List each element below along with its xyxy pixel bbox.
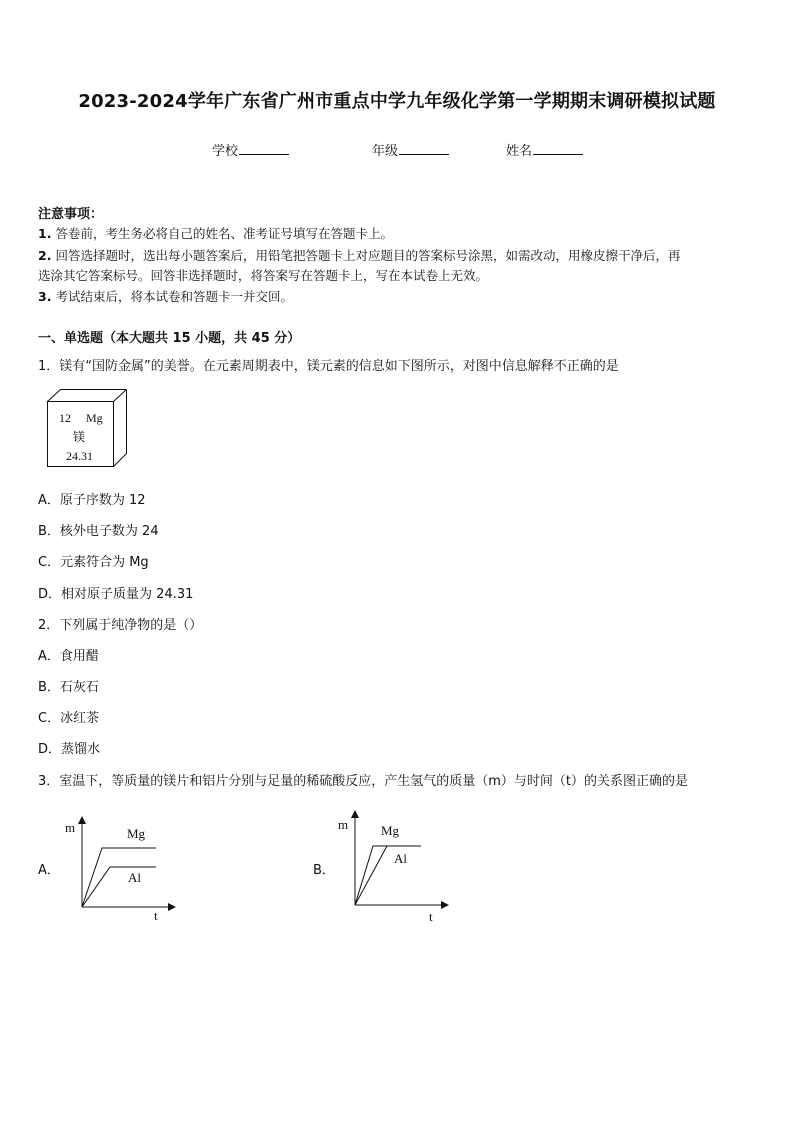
y-axis-label: m (338, 817, 349, 832)
mg-curve (82, 848, 156, 907)
y-axis-label: m (65, 820, 76, 835)
notice-num: 2. (38, 248, 52, 263)
q2-option-a[interactable] (38, 645, 99, 664)
q2-option-b[interactable] (38, 676, 99, 695)
notice-item-3 (38, 287, 293, 305)
option-text: 蒸馏水 (61, 742, 101, 757)
notice-text: 答卷前，考生务必将自己的姓名、准考证号填写在答题卡上。 (55, 226, 393, 241)
mg-curve (355, 846, 421, 905)
mg-label: Mg (381, 823, 400, 838)
q3-graph-a[interactable] (60, 812, 180, 927)
card-symbol: Mg (86, 411, 103, 425)
option-label: D． (38, 587, 62, 602)
notice-num: 3. (38, 289, 52, 304)
name-blank (533, 140, 583, 155)
option-text: 冰红茶 (60, 711, 100, 726)
q3-stem: 3．室温下，等质量的镁片和铝片分别与足量的稀硫酸反应，产生氢气的质量（m）与时间（t）的关系图正确的是 (38, 774, 689, 789)
option-text: 元素符合为 Mg (60, 555, 149, 570)
al-label: Al (394, 851, 407, 866)
q2-stem: 2．下列属于纯净物的是（） (38, 618, 203, 633)
q3-option-a-label[interactable]: A． (38, 863, 60, 878)
exam-title: 2023-2024学年广东省广州市重点中学九年级化学第一学期期末调研模拟试题 (78, 91, 716, 112)
q1-option-c[interactable] (38, 551, 149, 570)
option-label: A． (38, 649, 60, 664)
name-field (506, 140, 583, 159)
option-label: C． (38, 711, 61, 726)
q3-option-b-label[interactable]: B． (313, 863, 335, 878)
option-text: 原子序数为 12 (59, 493, 146, 508)
option-text: 食用醋 (59, 649, 99, 664)
notice-item-1 (38, 224, 393, 242)
notice-text: 回答选择题时，选出每小题答案后，用铅笔把答题卡上对应题目的答案标号涂黑，如需改动，用橡皮擦干净后，再 (55, 248, 681, 263)
q1-stem: 1．镁有“国防金属”的美誉。在元素周期表中，镁元素的信息如下图所示，对图中信息解释不正确的是 (38, 359, 619, 374)
option-text: 石灰石 (59, 680, 99, 695)
option-label: C． (38, 555, 61, 570)
option-label: B． (38, 680, 60, 695)
q1-option-d[interactable] (38, 583, 193, 602)
grade-blank (399, 140, 449, 155)
al-curve (355, 846, 387, 905)
grade-field (372, 140, 449, 159)
mg-label: Mg (127, 826, 146, 841)
q1-option-a[interactable] (38, 489, 146, 508)
notice-text: 选涂其它答案标号。回答非选择题时，将答案写在答题卡上，写在本试卷上无效。 (38, 268, 489, 283)
school-blank (239, 140, 289, 155)
section-title: 一、单选题（本大题共 15 小题，共 45 分） (38, 331, 301, 346)
option-text: 相对原子质量为 24.31 (61, 587, 194, 602)
card-name: 镁 (73, 430, 86, 444)
school-field (212, 140, 289, 159)
q3-graph-b[interactable] (335, 808, 455, 923)
x-axis-label: t (429, 909, 433, 923)
card-mass: 24.31 (66, 449, 93, 463)
school-label: 学校 (212, 144, 239, 159)
name-label: 姓名 (506, 144, 533, 159)
q1-option-b[interactable] (38, 520, 159, 539)
option-text: 核外电子数为 24 (59, 524, 159, 539)
q2-option-d[interactable] (38, 738, 100, 757)
notice-heading: 注意事项： (38, 207, 104, 222)
notice-text: 考试结束后，将本试卷和答题卡一并交回。 (55, 289, 293, 304)
al-label: Al (128, 870, 141, 885)
element-card-figure (46, 388, 136, 470)
notice-num: 1. (38, 226, 52, 241)
notice-item-2 (38, 246, 680, 264)
q2-option-c[interactable] (38, 707, 99, 726)
option-label: D． (38, 742, 62, 757)
grade-label: 年级 (372, 144, 399, 159)
card-number: 12 (59, 411, 71, 425)
notice-item-2-cont (38, 266, 488, 284)
x-axis-label: t (154, 908, 158, 923)
option-label: B． (38, 524, 60, 539)
option-label: A． (38, 493, 60, 508)
